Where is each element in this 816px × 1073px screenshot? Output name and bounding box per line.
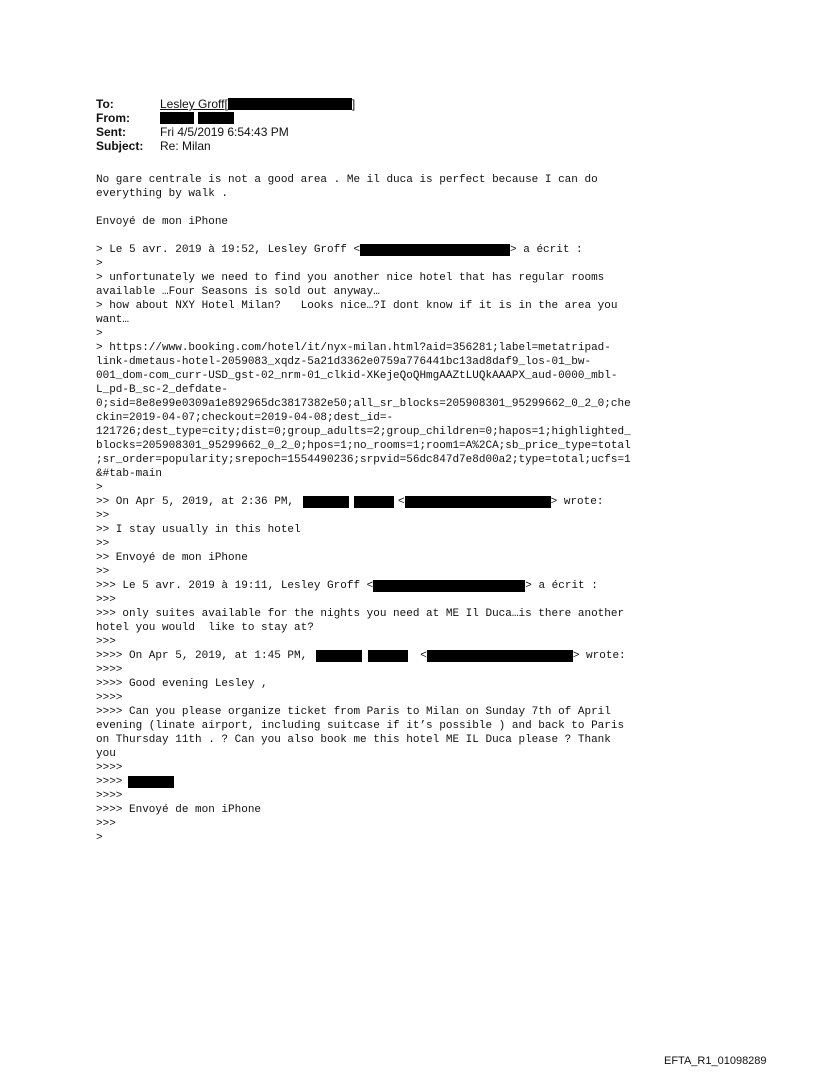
body-line: evening (linate airport, including suitcase if it’s possible ) and back to Paris xyxy=(96,720,625,732)
body-line xyxy=(96,243,726,257)
body-line: everything by walk . xyxy=(96,188,229,200)
subject-row xyxy=(96,139,355,153)
body-line: on Thursday 11th . ? Can you also book me this hotel ME IL Duca please ? Thank xyxy=(96,734,611,746)
body-line: >>> xyxy=(96,594,116,606)
body-line: link-dmetaus-hotel-2059083_xqdz-5a21d3362e0759a776441bc13ad8daf9_los-01_bw- xyxy=(96,356,592,368)
redaction-block xyxy=(228,98,352,110)
quote-text: > wrote: xyxy=(572,650,626,662)
to-row xyxy=(96,97,355,111)
body-line xyxy=(96,495,726,509)
body-line: >> I stay usually in this hotel xyxy=(96,524,301,536)
body-line: blocks=205908301_95299662_0_2_0;hpos=1;no_rooms=1;room1=A%2CA;sb_price_type=total xyxy=(96,440,631,452)
quote-text: >>>> On Apr 5, 2019, at 1:45 PM, xyxy=(96,650,308,662)
redaction-block xyxy=(160,112,194,124)
body-line: > https://www.booking.com/hotel/it/nyx-milan.html?aid=356281;label=metatripad- xyxy=(96,342,611,354)
body-line: want… xyxy=(96,314,130,326)
quote-text: < xyxy=(420,650,427,662)
body-line xyxy=(96,775,726,789)
body-line: >> xyxy=(96,566,110,578)
body-line: >>>> Good evening Lesley , xyxy=(96,678,268,690)
redaction-block xyxy=(354,496,394,508)
quote-text: >>> Le 5 avr. 2019 à 19:11, Lesley Groff < xyxy=(96,580,374,592)
sent-row xyxy=(96,125,355,139)
quote-text: > Le 5 avr. 2019 à 19:52, Lesley Groff < xyxy=(96,244,361,256)
body-line: >>>> xyxy=(96,692,123,704)
body-line: available …Four Seasons is sold out anyway… xyxy=(96,286,380,298)
body-line: >>> xyxy=(96,818,116,830)
body-line: > how about NXY Hotel Milan? Looks nice…?I dont know if it is in the area you xyxy=(96,300,618,312)
document-id: EFTA_R1_01098289 xyxy=(664,1055,767,1067)
body-line: >> Envoyé de mon iPhone xyxy=(96,552,248,564)
redaction-block xyxy=(198,112,234,124)
body-line: >>>> xyxy=(96,664,123,676)
body-line: > xyxy=(96,258,103,270)
redaction-block xyxy=(360,244,510,256)
body-line: >>> xyxy=(96,636,116,648)
redaction-block xyxy=(128,776,174,788)
body-line: >>>> Envoyé de mon iPhone xyxy=(96,804,262,816)
redaction-block xyxy=(316,650,362,662)
body-line: No gare centrale is not a good area . Me il duca is perfect because I can do xyxy=(96,174,598,186)
quote-text: > a écrit : xyxy=(525,580,598,592)
subject-label: Subject: xyxy=(96,139,144,153)
redaction-block xyxy=(427,650,573,662)
body-line: ckin=2019-04-07;checkout=2019-04-08;dest_id=- xyxy=(96,412,394,424)
body-line: >> xyxy=(96,510,110,522)
subject-value: Re: Milan xyxy=(160,139,211,153)
email-header xyxy=(96,97,355,153)
redaction-block xyxy=(373,580,525,592)
body-line xyxy=(96,649,726,663)
to-name: Lesley Groff xyxy=(160,97,225,111)
sent-value: Fri 4/5/2019 6:54:43 PM xyxy=(160,125,289,139)
body-line: Envoyé de mon iPhone xyxy=(96,216,229,228)
quote-text: >> On Apr 5, 2019, at 2:36 PM, xyxy=(96,496,295,508)
quote-text: > wrote: xyxy=(550,496,604,508)
body-line: > unfortunately we need to find you another nice hotel that has regular rooms xyxy=(96,272,605,284)
body-line: > xyxy=(96,832,103,844)
quote-text: > a écrit : xyxy=(510,244,583,256)
body-line: 0;sid=8e8e99e0309a1e892965dc3817382e50;all_sr_blocks=205908301_95299662_0_2_0;che xyxy=(96,398,631,410)
sent-label: Sent: xyxy=(96,125,126,139)
redaction-block xyxy=(303,496,349,508)
body-line: > xyxy=(96,328,103,340)
to-bracket-open: [ xyxy=(224,97,228,111)
body-line: 121726;dest_type=city;dist=0;group_adults=2;group_children=0;hapos=1;highlighted_ xyxy=(96,426,631,438)
body-line: hotel you would like to stay at? xyxy=(96,622,314,634)
body-line: >>> only suites available for the nights you need at ME Il Duca…is there another xyxy=(96,608,625,620)
body-line: 001_dom-com_curr-USD_gst-02_nrm-01_clkid-XKejeQoQHmgAAZtLUQkAAAPX_aud-0000_mbl- xyxy=(96,370,618,382)
body-line: >>>> xyxy=(96,762,123,774)
body-line: ;sr_order=popularity;srepoch=1554490236;srpvid=56dc847d7e8d00a2;type=total;ucfs=1 xyxy=(96,454,631,466)
body-line: you xyxy=(96,748,116,760)
body-line xyxy=(96,579,726,593)
from-row xyxy=(96,111,355,125)
redaction-block xyxy=(368,650,408,662)
email-body xyxy=(96,173,726,845)
redaction-block xyxy=(405,496,551,508)
body-line: >>>> xyxy=(96,790,123,802)
to-bracket-close: ] xyxy=(351,97,356,111)
to-label: To: xyxy=(96,97,114,111)
quote-text: < xyxy=(398,496,405,508)
body-line: L_pd-B_sc-2_defdate- xyxy=(96,384,229,396)
quote-text: >>>> xyxy=(96,776,123,788)
from-label: From: xyxy=(96,111,130,125)
body-line: &#tab-main xyxy=(96,468,163,480)
body-line: >> xyxy=(96,538,110,550)
body-line: >>>> Can you please organize ticket from Paris to Milan on Sunday 7th of April xyxy=(96,706,611,718)
body-line: > xyxy=(96,482,103,494)
